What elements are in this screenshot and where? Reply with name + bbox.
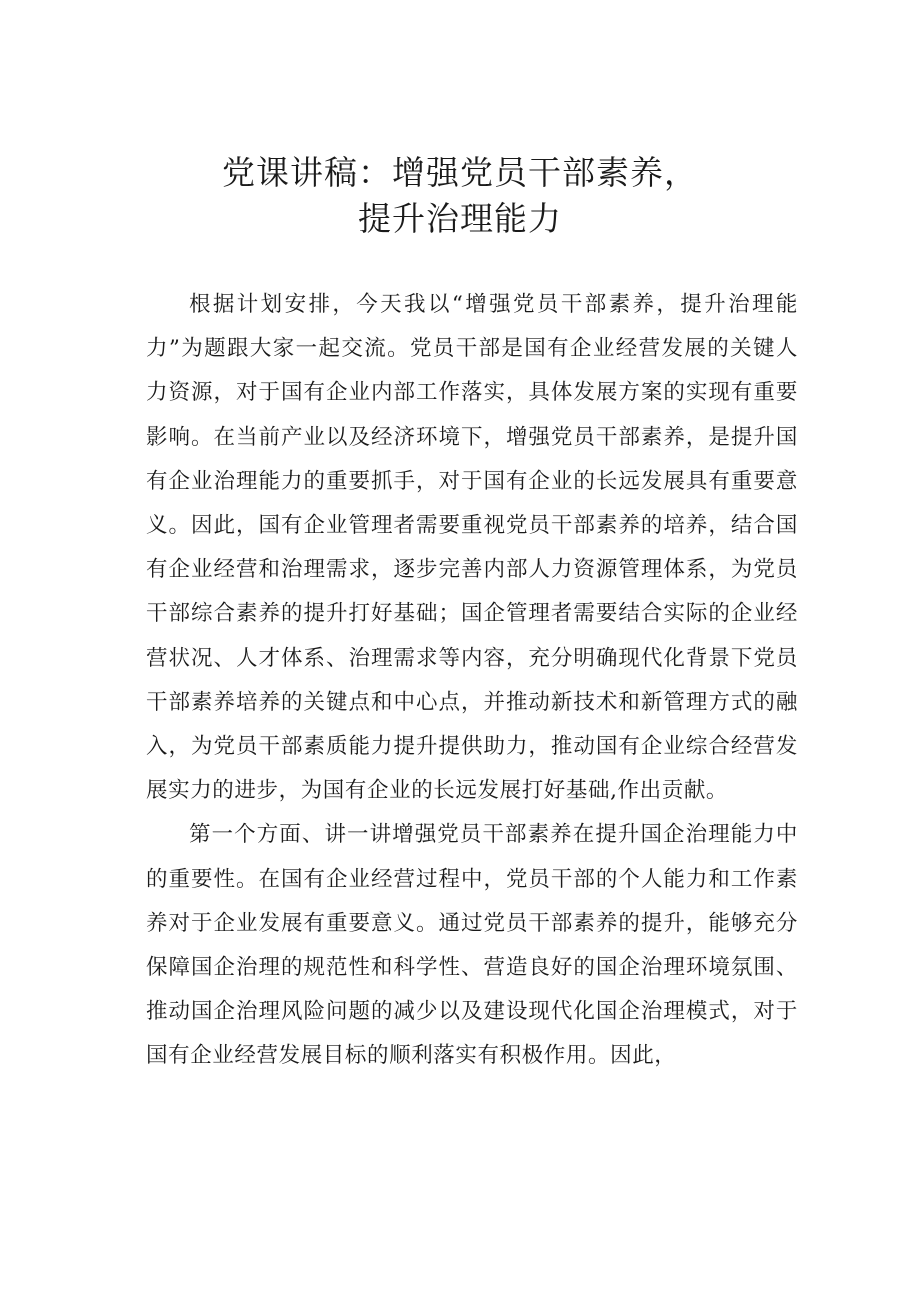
title-line-1: 党课讲稿：增强党员干部素养， bbox=[222, 153, 698, 192]
title-line-2: 提升治理能力 bbox=[358, 199, 562, 238]
paragraph-1: 根据计划安排，今天我以“增强党员干部素养，提升治理能力”为题跟大家一起交流。党员干部是国有企业经营发展的关键人力资源，对于国有企业内部工作落实，具体发展方案的实现有重要影响。在当前产业以及经济环境下，增强党员干部素养，是提升国有企业治理能力的重要抓手，对于国有企业的长远发展具有重要意义。因此，国有企业管理者需要重视党员干部素养的培养，结合国有企业经营和治理需求，逐步完善内部人力资源管理体系，为党员干部综合素养的提升打好基础；国企管理者需要结合实际的企业经营状况、人才体系、治理需求等内容，充分明确现代化背景下党员干部素养培养的关键点和中心点，并推动新技术和新管理方式的融入，为党员干部素质能力提升提供助力，推动国有企业综合经营发展实力的进步，为国有企业的长远发展打好基础,作出贡献。 bbox=[146, 292, 798, 804]
document-title bbox=[150, 150, 770, 242]
paragraph-2: 第一个方面、讲一讲增强党员干部素养在提升国企治理能力中的重要性。在国有企业经营过程中，党员干部的个人能力和工作素养对于企业发展有重要意义。通过党员干部素养的提升，能够充分保障国企治理的规范性和科学性、营造良好的国企治理环境氛围、推动国企治理风险问题的减少以及建设现代化国企治理模式，对于国有企业经营发展目标的顺利落实有积极作用。因此， bbox=[146, 822, 798, 1069]
document-body bbox=[146, 283, 798, 1079]
